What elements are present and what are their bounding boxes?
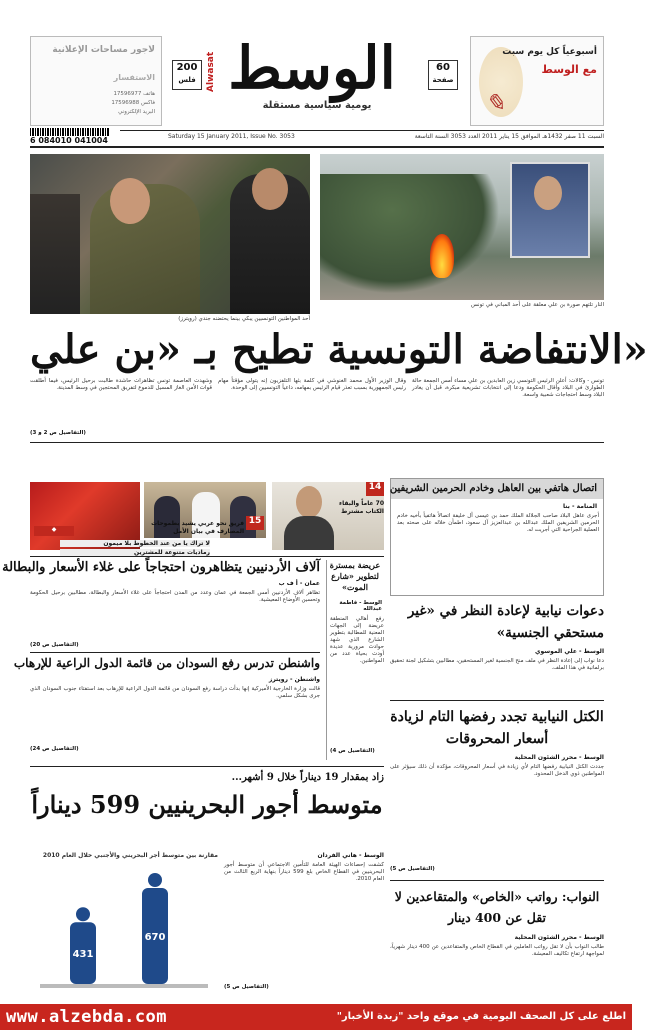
- petition-byline: الوسط - فاطمة عبدالله: [339, 600, 382, 612]
- naturalization-title: دعوات نيابية لإعادة النظر في «غير مستحقي الجنسية»: [407, 603, 604, 641]
- right-ad-line2: مع الوسط: [541, 63, 597, 76]
- rule-sudan-top: [30, 652, 320, 653]
- jordan-title: آلاف الأردنيين يتظاهرون احتجاجاً على غلاء الأسعار والبطالة: [2, 560, 320, 575]
- fuel-more: (التفاصيل ص 5): [390, 866, 435, 872]
- rule-fuel-top: [390, 700, 604, 701]
- barcode-icon: [30, 128, 110, 136]
- jordan-more: (التفاصيل ص 20): [30, 642, 79, 648]
- retirees-text: طالب النواب بأن لا تقل رواتب العاملين في القطاع الخاص والمتقاعدين عن 400 دينار شهرياً، لمواجهة ارتفاع تكاليف المعيشة.: [390, 944, 604, 957]
- naturalization-byline: الوسط - علي الموسوي: [534, 648, 604, 655]
- retirees-title: النواب: رواتب «الخاص» والمتقاعدين لا تقل عن 400 دينار: [394, 889, 600, 925]
- wages-chart-title: مقارنة بين متوسط أجر البحريني والأجنبي خلال العام 2010: [42, 852, 218, 859]
- phone-story-text: أجرى عاهل البلاد صاحب الجلالة الملك حمد بن عيسى آل خليفة اتصالاً هاتفياً بأخيه خادم الحرمين الشريفين الملك عبدالله بن عبدالعزيز آل سعود، اطمأن خلاله على صحته بعد العملية الجراحية التي أجريت له.: [397, 513, 599, 533]
- naturalization-text: دعا نواب إلى إعادة النظر في ملف منح الجنسية لغير المستحقين، مطالبين بتشكيل لجنة تحقيق برلمانية في هذا الملف.: [390, 658, 604, 671]
- sport-caption-2: رماديات متنوعة للمشترين: [60, 549, 210, 556]
- petition-text: رفع أهالي المنطقة عريضة إلى الجهات المعنية للمطالبة بتطوير الشارع الذي شهد حوادث مرورية عديدة أودت بحياة عدد من المواطنين.: [330, 616, 384, 664]
- masthead-logo-latin: Alwasat: [206, 51, 216, 92]
- photo-figure-left: [30, 194, 80, 314]
- phone-story-byline: المنامة - بنا: [562, 503, 597, 510]
- tag-15: 15: [246, 516, 264, 530]
- left-ad-box: [30, 36, 162, 126]
- chart-data-label-1: 670: [144, 932, 166, 943]
- story-14: 70 عاماً والبقاء الكتاب مشترط: [339, 500, 384, 515]
- left-ad-line1: هاتف 17596977: [113, 91, 155, 97]
- portrait-head: [296, 486, 322, 518]
- sport-teaser-logo: ◆: [34, 526, 74, 536]
- photo-figure-head: [110, 178, 150, 224]
- fuel-text: جددت الكتل النيابية رفضها التام لأي زيادة في أسعار المحروقات، مؤكدة أن ذلك سيؤثر على المواطنين ذوي الدخل المحدود.: [390, 764, 604, 777]
- pages-box: [428, 60, 458, 90]
- price-unit: فلس: [178, 76, 196, 84]
- rule-after-lead: [30, 442, 604, 443]
- wages-more: (التفاصيل ص 5): [224, 984, 269, 990]
- chart-data-label-0: 431: [72, 949, 94, 961]
- lead-text-col-2: وقال الوزير الأول محمد الغنوشي في كلمة بثها التلفزيون إنه يتولى مؤقتاً مهام رئيس الجمهورية بسبب تعذر قيام الرئيس بمهامه، داعياً التونسيين إلى الوحدة.: [218, 378, 406, 391]
- jordan-byline: عمان - أ ف ب: [278, 580, 320, 587]
- dateline-arabic: السبت 11 صفر 1432هـ الموافق 15 يناير 2011 العدد 3053 السنة التاسعة: [414, 133, 604, 140]
- dateline-rule-top: [120, 130, 604, 131]
- left-ad-line3: البريد الإلكتروني: [118, 109, 155, 115]
- lead-text-col-3: وشهدت العاصمة تونس تظاهرات حاشدة طالبت برحيل الرئيس، فيما أطلقت قوات الأمن الغاز المسيل للدموع لتفريق المحتجين في وسط المدينة.: [30, 378, 212, 391]
- petition-title: عريضة بمسترة لتطوير «شارع الموت»: [329, 560, 381, 592]
- wages-kicker: زاد بمقدار 19 ديناراً خلال 9 أشهر...: [231, 772, 384, 783]
- fuel-byline: الوسط - محرر الشئون المحلية: [514, 754, 604, 761]
- petition-box: [326, 560, 384, 760]
- rule-wages-top: [30, 766, 384, 767]
- left-ad-heading: لاجور مساحات الإعلانية: [52, 45, 155, 55]
- masthead-logo: الوسط: [228, 34, 396, 102]
- dateline-latin: Saturday 15 January 2011, Issue No. 3053: [168, 133, 295, 140]
- dateline-rule-bottom: [30, 146, 604, 148]
- photo-tunisian-crying: [30, 154, 310, 314]
- pages-value: 60: [436, 62, 450, 73]
- footer-slogan: اطلع على كل الصحف اليومية في موقع واحد "زبدة الأخبار": [336, 1011, 626, 1022]
- retirees-byline: الوسط - محرر الشئون المحلية: [514, 934, 604, 941]
- wages-title: متوسط أجور البحرينيين 599 ديناراً: [31, 790, 383, 819]
- sport-caption: لا تراك يا من عند الخطوط بلا ميمون: [60, 540, 210, 547]
- rule-retirees-top: [390, 880, 604, 881]
- sudan-byline: واشنطن - رويترز: [268, 676, 320, 683]
- chart-baseline: [40, 984, 208, 988]
- footer-banner[interactable]: [0, 1004, 632, 1030]
- sudan-title: واشنطن تدرس رفع السودان من قائمة الدول الراعية للإرهاب: [13, 656, 320, 670]
- portrait-body: [284, 516, 334, 550]
- chart-figure-head-0: [76, 907, 90, 921]
- chart-figure-head-1: [148, 873, 162, 887]
- photo-burning-portrait: [320, 154, 604, 300]
- pages-unit: صفحة: [432, 76, 454, 84]
- lead-text-col-1: تونس - وكالات: أعلن الرئيس التونسي زين العابدين بن علي مساء أمس الجمعة حالة الطوارئ في البلاد وأقال الحكومة ودعا إلى انتخابات تشريعية مبكرة، قبل أن يغادر البلاد وسط احتجاجات شعبية واسعة.: [412, 378, 604, 398]
- sudan-more: (التفاصيل ص 24): [30, 746, 79, 752]
- photo-portrait-face: [534, 176, 562, 210]
- wages-text: كشفت إحصاءات الهيئة العامة للتأمين الاجتماعي أن متوسط أجور البحرينيين في القطاع الخاص بلغ 599 ديناراً بنهاية الربع الثالث من العام 2010.: [224, 862, 384, 882]
- right-ad-box: [470, 36, 604, 126]
- masthead-tagline: يومية سياسية مستقلة: [262, 100, 372, 111]
- left-ad-sub: الاستفسار: [113, 73, 155, 82]
- story-15: فريق نحو عربي يشيد بطموحات المصارف في بيان الأمل: [151, 520, 244, 535]
- right-ad-script-icon: ✎: [485, 89, 506, 117]
- wages-chart: [30, 852, 218, 992]
- phone-story-title: اتصال هاتفي بين العاهل وخادم الحرمين الشريفين: [389, 483, 597, 494]
- wages-chart-svg: [30, 866, 218, 992]
- wages-byline: الوسط - هاني الفردان: [317, 852, 384, 859]
- petition-more: (التفاصيل ص 4): [330, 748, 375, 754]
- lead-more: (التفاصيل ص 2 و 3): [30, 430, 86, 436]
- caption-left-photo: أحد المواطنين التونسيين يبكي بينما يحتضنه جندي (رويترز): [178, 316, 310, 322]
- sudan-text: قالت وزارة الخارجية الأميركية إنها بدأت دراسة رفع السودان من قائمة الدول الراعية للإرهاب بعد استفتاء جنوب السودان الذي جرى بشكل سلمي.: [30, 686, 320, 699]
- lead-headline: الانتفاضة التونسية تطيح بـ «بن علي»: [30, 326, 648, 373]
- phone-story-box: [390, 478, 604, 596]
- rule-jordan-top: [30, 556, 384, 557]
- right-ad-line1: أسبوعياً كل يوم سبت: [502, 47, 597, 57]
- fuel-title: الكتل النيابية تجدد رفضها التام لزيادة أسعار المحروقات: [390, 709, 604, 747]
- caption-right-photo: النار تلتهم صورة بن علي معلقة على أحد المباني في تونس: [471, 302, 604, 308]
- jordan-text: تظاهر آلاف الأردنيين أمس الجمعة في عمان وعدد من المدن احتجاجاً على غلاء الأسعار والبطالة، مطالبين برحيل الحكومة وتحسين الأوضاع المعيشية.: [30, 590, 320, 603]
- price-box: [172, 60, 202, 90]
- photo-palm-trees: [320, 174, 500, 294]
- price-value: 200: [176, 62, 198, 73]
- left-ad-line2: فاكس 17596988: [111, 100, 155, 106]
- photo-fire: [430, 234, 454, 278]
- tag-14: 14: [366, 482, 384, 496]
- barcode-number: 6 084010 041004: [30, 136, 108, 145]
- photo-figure-right-head: [252, 168, 288, 210]
- footer-site-link[interactable]: www.alzebda.com: [6, 1007, 168, 1027]
